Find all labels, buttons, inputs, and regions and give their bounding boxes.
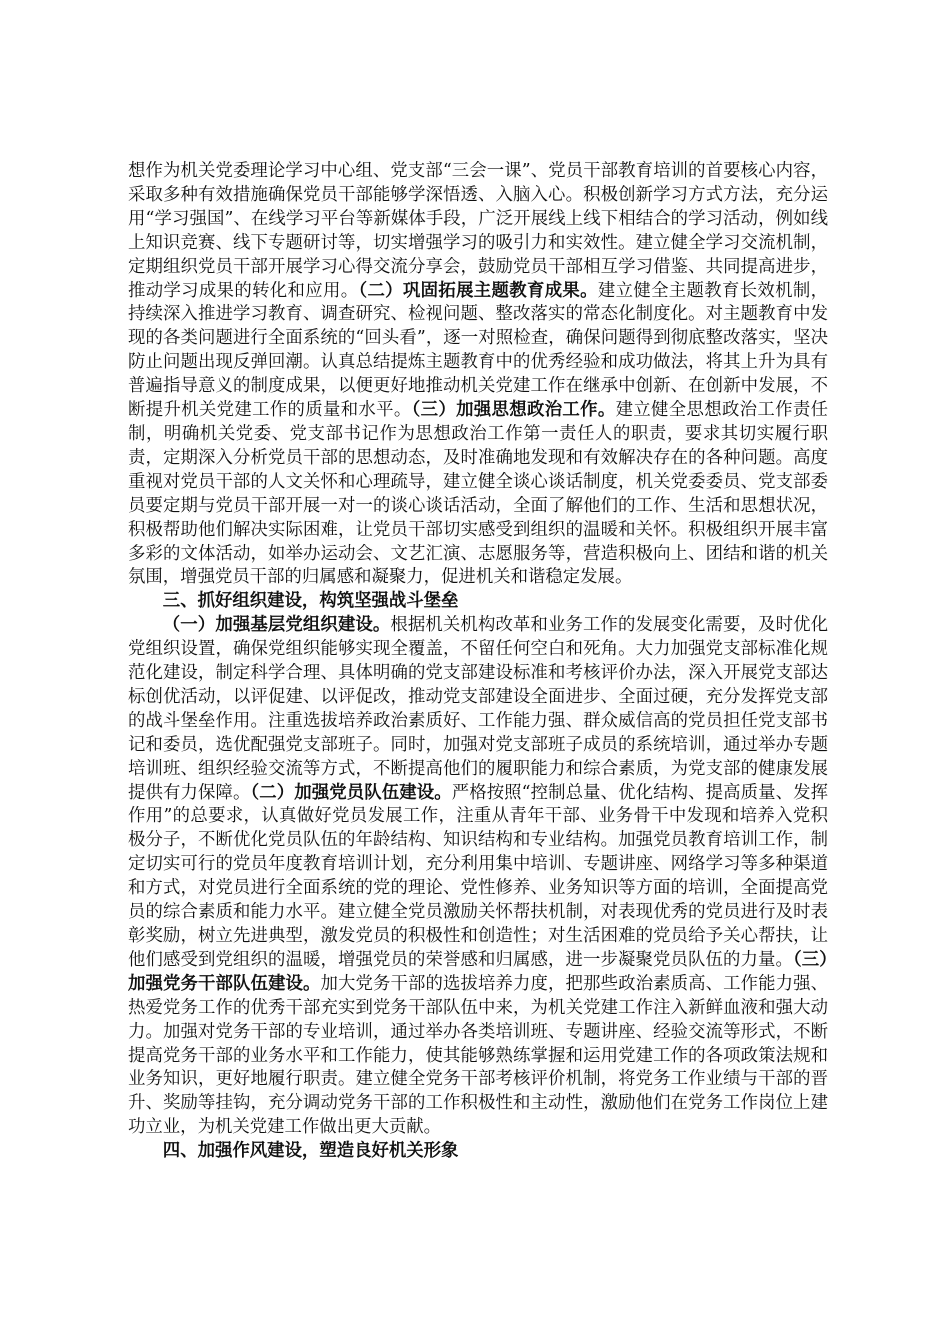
paragraph-ideology-work [128, 160, 828, 590]
section-heading-style: 四、加强作风建设，塑造良好机关形象 [162, 1141, 459, 1162]
paragraph-organization [128, 614, 828, 1140]
section-subheading: （一）加强基层党组织建设。 [162, 615, 391, 636]
paragraph-text: 建立健全思想政治工作责任制，明确机关党委、党支部书记作为思想政治工作第一责任人的职责，要求其切实履行职责，定期深入分析党员干部的思想动态，及时准确地发现和有效解决存在的各种问题。高度重视对党员干部的人文关怀和心理疏导，建立健全谈心谈话制度，机关党委委员、党支部委员要定期与党员干部开展一对一的谈心谈话活动，全面了解他们的工作、生活和思想状况，积极帮助他们解决实际困难，让党员干部切实感受到组织的温暖和关怀。积极组织开展丰富多彩的文体活动，如举办运动会、文艺汇演、志愿服务等，营造积极向上、团结和谐的机关氛围，增强党员干部的归属感和凝聚力，促进机关和谐稳定发展。 [128, 400, 828, 588]
paragraph-text: 建立健全主题教育长效机制，持续深入推进学习教育、调查研究、检视问题、整改落实的常态化制度化。对主题教育中发现的各类问题进行全面系统的“回头看”，逐一对照检查，确保问题得到彻底整改落实，坚决防止问题出现反弹回潮。认真总结提炼主题教育中的优秀经验和成功做法，将其上升为具有普遍指导意义的制度成果，以便更好地推动机关党建工作在继承中创新、在创新中发展，不断提升机关党建工作的质量和水平。 [128, 280, 828, 421]
paragraph-text: 加大党务干部的选拔培养力度，把那些政治素质高、工作能力强、热爱党务工作的优秀干部充实到党务干部队伍中来，为机关党建工作注入新鲜血液和强大动力。加强对党务干部的专业培训，通过举办各类培训班、专题讲座、经验交流等形式，不断提高党务干部的业务水平和工作能力，使其能够熟练掌握和运用党建工作的各项政策法规和业务知识，更好地履行职责。建立健全党务干部考核评价机制，将党务工作业绩与干部的晋升、奖励等挂钩，充分调动党务干部的工作积极性和主动性，激励他们在党务工作岗位上建功立业，为机关党建工作做出更大贡献。 [128, 973, 828, 1138]
section-heading-organization: 三、抓好组织建设，构筑坚强战斗堡垒 [162, 591, 459, 612]
section-subheading: （二）加强党员队伍建设。 [250, 782, 452, 803]
paragraph-text: 严格按照“控制总量、优化结构、提高质量、发挥作用”的总要求，认真做好党员发展工作，注重从青年干部、业务骨干中发现和培养入党积极分子，不断优化党员队伍的年龄结构、知识结构和专业结构。加强党员教育培训工作，制定切实可行的党员年度教育培训计划，充分利用集中培训、专题讲座、网络学习等多种渠道和方式，对党员进行全面系统的党的理论、党性修养、业务知识等方面的培训，全面提高党员的综合素质和能力水平。建立健全党员激励关怀帮扶机制，对表现优秀的党员进行及时表彰奖励，树立先进典型，激发党员的积极性和创造性；对生活困难的党员给予关心帮扶，让他们感受到党组织的温暖，增强党员的荣誉感和归属感，进一步凝聚党员队伍的力量。 [128, 782, 828, 970]
section-subheading: （二）巩固拓展主题教育成果。 [358, 280, 598, 301]
section-subheading: （三）加强思想政治工作。 [411, 400, 616, 421]
document-page [128, 160, 828, 1164]
section-subheading: （三）加强党务干部队伍建设。 [128, 949, 828, 994]
paragraph-text: 根据机关机构改革和业务工作的发展变化需要，及时优化党组织设置，确保党组织能够实现全覆盖，不留任何空白和死角。大力加强党支部标准化规范化建设，制定科学合理、具体明确的党支部建设标准和考核评价办法，深入开展党支部达标创优活动，以评促建、以评促改，推动党支部建设全面进步、全面过硬，充分发挥党支部的战斗堡垒作用。注重选拔培养政治素质好、工作能力强、群众威信高的党员担任党支部书记和委员，选优配强党支部班子。同时，加强对党支部班子成员的系统培训，通过举办专题培训班、组织经验交流等方式，不断提高他们的履职能力和综合素质，为党支部的健康发展提供有力保障。 [128, 615, 828, 803]
paragraph-text: 想作为机关党委理论学习中心组、党支部“三会一课”、党员干部教育培训的首要核心内容，采取多种有效措施确保党员干部能够学深悟透、入脑入心。积极创新学习方式方法，充分运用“学习强国”、在线学习平台等新媒体手段，广泛开展线上线下相结合的学习活动，例如线上知识竞赛、线下专题研讨等，切实增强学习的吸引力和实效性。建立健全学习交流机制，定期组织党员干部开展学习心得交流分享会，鼓励党员干部相互学习借鉴、共同提高进步，推动学习成果的转化和应用。 [128, 161, 828, 301]
